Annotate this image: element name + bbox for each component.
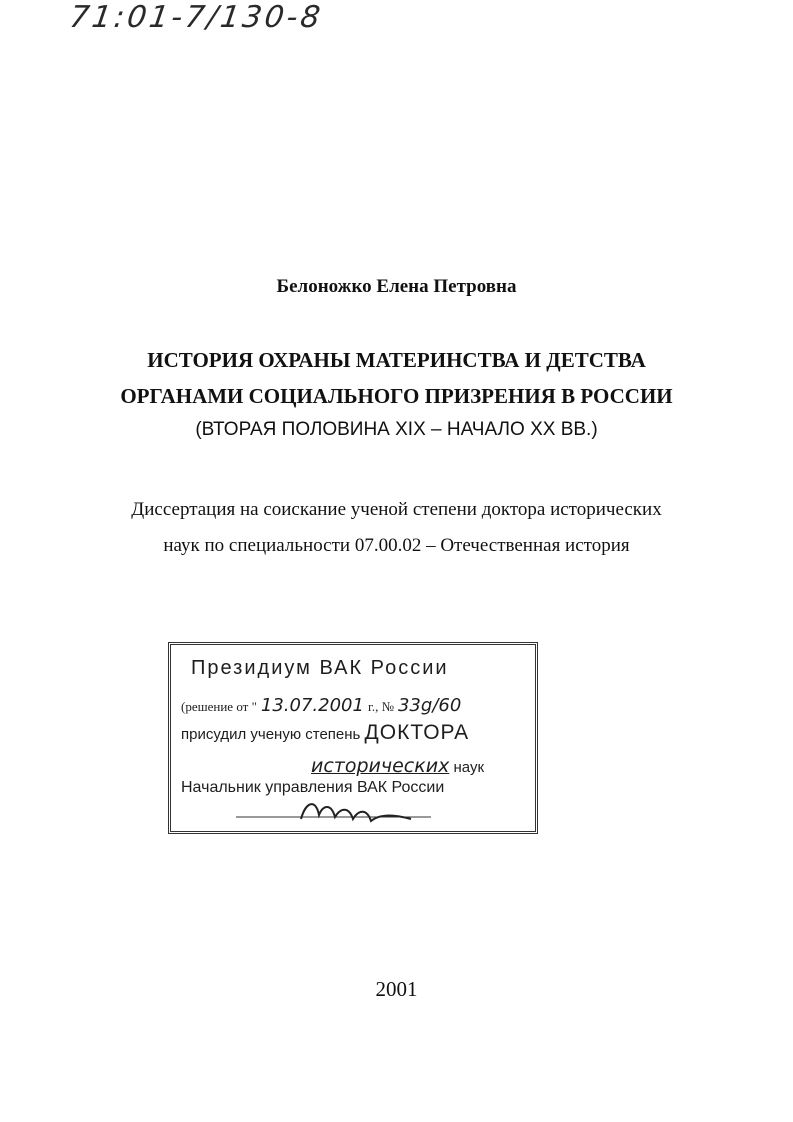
description-line-1: Диссертация на соискание ученой степени доктора исторических	[131, 499, 662, 520]
stamp-awarded-text: присудил ученую степень	[181, 726, 361, 743]
title-period: (ВТОРАЯ ПОЛОВИНА XIX – НАЧАЛО XX ВВ.)	[195, 419, 598, 440]
description-line-2: наук по специальности 07.00.02 – Отечественная история	[163, 535, 630, 556]
signature-icon	[231, 795, 471, 831]
stamp-field-suffix: наук	[453, 759, 485, 776]
dissertation-title	[0, 342, 793, 414]
stamp-header: Президиум ВАК России	[191, 657, 449, 679]
stamp-chief-line: Начальник управления ВАК России	[181, 779, 445, 796]
stamp-field-line	[311, 755, 484, 777]
stamp-decision-prefix: (решение от "	[181, 699, 257, 714]
dissertation-description	[0, 492, 793, 564]
stamp-degree-line	[181, 721, 469, 745]
author-name: Белоножко Елена Петровна	[276, 276, 517, 297]
title-line-1: ИСТОРИЯ ОХРАНЫ МАТЕРИНСТВА И ДЕТСТВА	[147, 348, 646, 372]
stamp-decision-number: 33g/60	[397, 695, 462, 716]
stamp-degree: ДОКТОРА	[364, 721, 470, 744]
handwritten-archive-code: 71:01-7/130-8	[67, 0, 326, 35]
title-line-2: ОРГАНАМИ СОЦИАЛЬНОГО ПРИЗРЕНИЯ В РОССИИ	[120, 384, 673, 408]
stamp-decision-date: 13.07.2001	[260, 695, 364, 716]
vak-stamp	[168, 642, 538, 834]
publication-year: 2001	[375, 977, 418, 1001]
stamp-field-handwritten: исторических	[311, 755, 450, 777]
stamp-decision-line	[181, 695, 465, 716]
stamp-decision-suffix: г., №	[367, 699, 394, 714]
